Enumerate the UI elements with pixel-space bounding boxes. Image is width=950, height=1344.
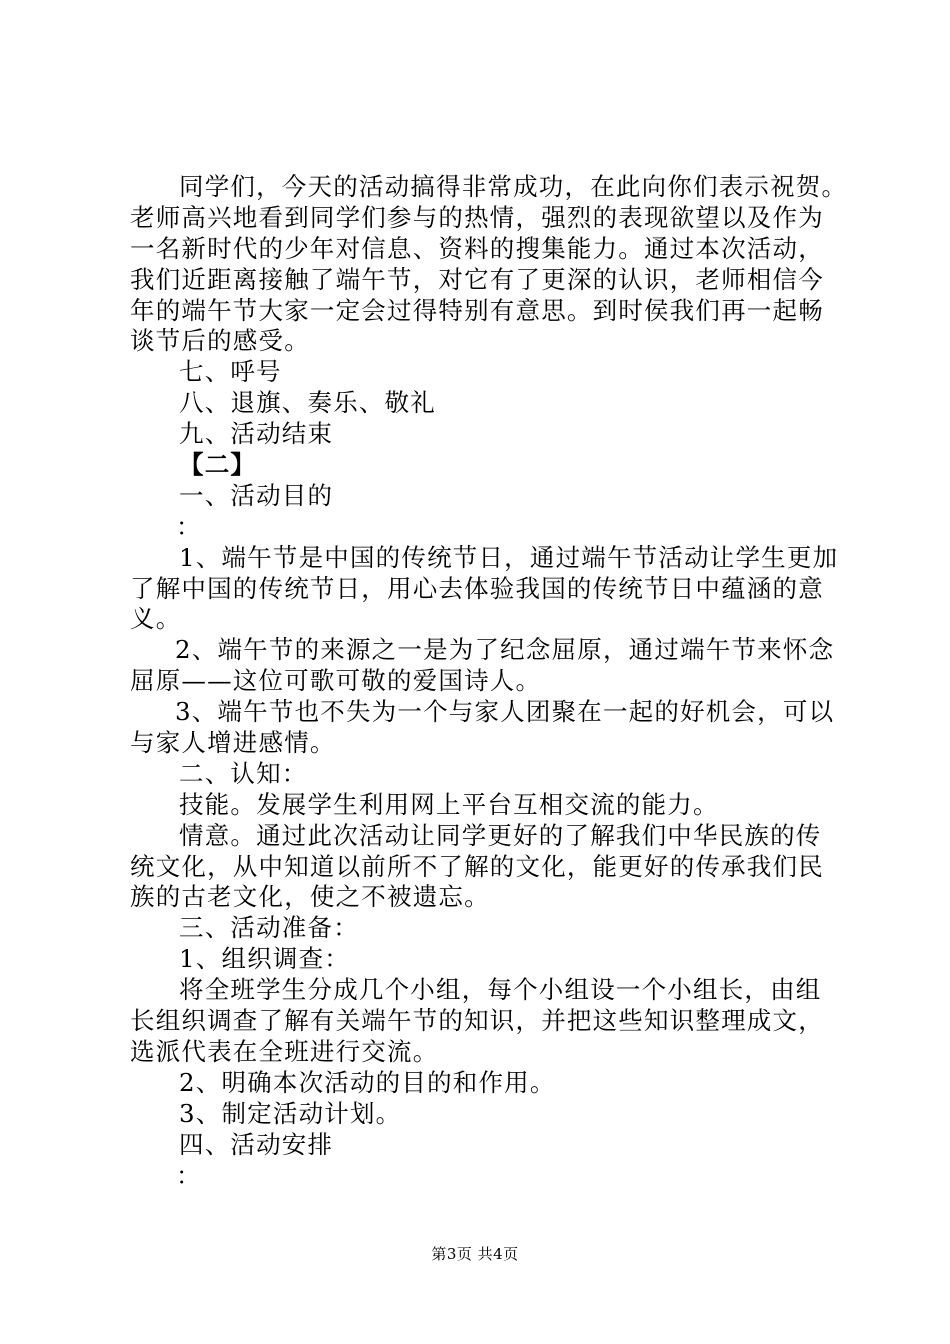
- paragraph-line: 义。: [130, 604, 182, 634]
- paragraph-line: 2、端午节的来源之一是为了纪念屈原，通过端午节来怀念: [175, 635, 835, 665]
- paragraph-line: 统文化，从中知道以前所不了解的文化，能更好的传承我们民: [130, 851, 824, 881]
- part-heading: 【二】: [179, 450, 257, 480]
- paragraph-line: 2、明确本次活动的目的和作用。: [179, 1067, 556, 1097]
- paragraph-line: 选派代表在全班进行交流。: [130, 1036, 439, 1066]
- subsection-heading: 1、组织调查：: [179, 944, 350, 974]
- paragraph-line: 了解中国的传统节日，用心去体验我国的传统节日中蕴涵的意: [130, 573, 824, 603]
- paragraph-line: 长组织调查了解有关端午节的知识，并把这些知识整理成文，: [130, 1006, 824, 1036]
- paragraph-line: 与家人增进感情。: [130, 728, 336, 758]
- section-heading: 四、活动安排: [179, 1129, 334, 1159]
- colon-line: ：: [176, 1160, 202, 1190]
- paragraph-line: 谈节后的感受。: [130, 326, 310, 356]
- section-heading: 三、活动准备：: [179, 913, 359, 943]
- section-heading: 一、活动目的: [179, 480, 334, 510]
- section-heading: 八、退旗、奏乐、敬礼: [179, 388, 436, 418]
- document-body: [130, 172, 848, 1191]
- section-heading: 二、认知：: [179, 758, 308, 788]
- paragraph-line: 族的古老文化，使之不被遗忘。: [130, 882, 490, 912]
- paragraph-line: 技能。发展学生利用网上平台互相交流的能力。: [179, 789, 719, 819]
- paragraph-line: 年的端午节大家一定会过得特别有意思。到时侯我们再一起畅: [130, 295, 824, 325]
- paragraph-line: 同学们，今天的活动搞得非常成功，在此向你们表示祝贺。: [179, 172, 848, 201]
- paragraph-line: 老师高兴地看到同学们参与的热情，强烈的表现欲望以及作为: [130, 202, 824, 232]
- section-heading: 七、呼号: [179, 357, 282, 387]
- paragraph-line: 一名新时代的少年对信息、资料的搜集能力。通过本次活动，: [130, 233, 824, 263]
- paragraph-line: 3、制定活动计划。: [179, 1098, 402, 1128]
- colon-line: ：: [176, 511, 202, 541]
- paragraph-line: 3、端午节也不失为一个与家人团聚在一起的好机会，可以: [175, 697, 835, 727]
- paragraph-line: 情意。通过此次活动让同学更好的了解我们中华民族的传: [179, 820, 822, 850]
- paragraph-line: 我们近距离接触了端午节，对它有了更深的认识，老师相信今: [130, 264, 824, 294]
- paragraph-line: 屈原——这位可歌可敬的爱国诗人。: [130, 666, 542, 696]
- section-heading: 九、活动结束: [179, 419, 334, 449]
- paragraph-line: 将全班学生分成几个小组，每个小组设一个小组长，由组: [179, 975, 822, 1005]
- paragraph-line: 1、端午节是中国的传统节日，通过端午节活动让学生更加: [179, 542, 839, 572]
- page-number-footer: 第3页 共4页: [431, 1245, 519, 1263]
